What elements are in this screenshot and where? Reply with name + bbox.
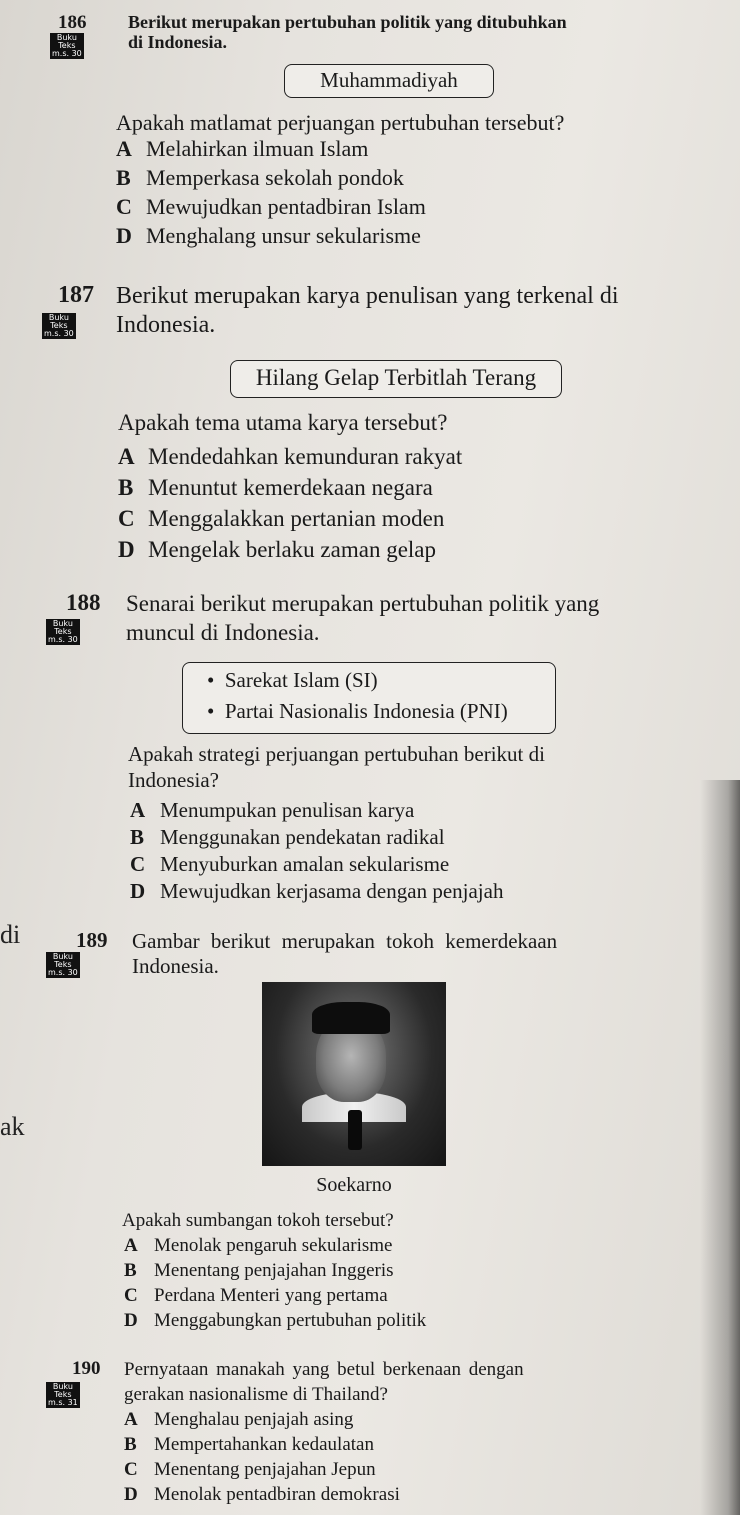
source-box — [230, 360, 562, 398]
source-box-item: • Sarekat Islam (SI) — [207, 668, 378, 692]
option-a[interactable]: A Menumpukan penulisan karya — [130, 798, 415, 822]
portrait-tie — [348, 1110, 362, 1150]
portrait-photo — [262, 982, 446, 1166]
question-number: 190 — [72, 1358, 101, 1379]
question-number: 189 — [76, 928, 108, 952]
question-stem-line: Indonesia. — [132, 954, 219, 978]
question-prompt-line: Apakah strategi perjuangan pertubuhan berikut di — [128, 742, 545, 766]
option-c[interactable]: C Menentang penjajahan Jepun — [124, 1459, 376, 1480]
option-d[interactable]: D Menolak pentadbiran demokrasi — [124, 1484, 400, 1505]
question-stem-line: Berikut merupakan pertubuhan politik yang ditubuhkan — [128, 12, 567, 32]
question-prompt-line: Indonesia? — [128, 768, 219, 792]
option-d[interactable]: D Mewujudkan kerjasama dengan penjajah — [130, 879, 504, 903]
option-d[interactable]: D Menghalang unsur sekularisme — [116, 223, 421, 248]
option-b[interactable]: B Menentang penjajahan Inggeris — [124, 1260, 394, 1281]
textbook-reference-badge: Buku Teks m.s. 30 — [44, 313, 74, 338]
option-d[interactable]: D Menggabungkan pertubuhan politik — [124, 1310, 427, 1331]
photo-caption: Soekarno — [316, 1174, 392, 1196]
source-box — [284, 64, 494, 98]
option-c[interactable]: C Menyuburkan amalan sekularisme — [130, 852, 450, 876]
question-prompt: Apakah matlamat perjuangan pertubuhan tersebut? — [116, 110, 565, 135]
question-number: 186 — [58, 12, 87, 33]
question-prompt: Apakah tema utama karya tersebut? — [118, 410, 448, 435]
question-number: 188 — [66, 590, 101, 615]
option-a[interactable]: A Mendedahkan kemunduran rakyat — [118, 444, 463, 469]
margin-fragment-di: di — [0, 920, 21, 949]
textbook-reference-badge: Buku Teks m.s. 30 — [48, 952, 78, 977]
source-box-item: Muhammadiyah — [320, 68, 458, 92]
source-box — [182, 662, 556, 734]
question-stem-line: Senarai berikut merupakan pertubuhan politik yang — [126, 591, 600, 616]
question-stem-line: Indonesia. — [116, 312, 216, 338]
question-stem-line: gerakan nasionalisme di Thailand? — [124, 1384, 388, 1405]
option-d[interactable]: D Mengelak berlaku zaman gelap — [118, 537, 437, 562]
textbook-reference-badge: Buku Teks m.s. 31 — [48, 1382, 78, 1407]
option-c[interactable]: C Perdana Menteri yang pertama — [124, 1285, 388, 1306]
option-a[interactable]: A Menghalau penjajah asing — [124, 1409, 354, 1430]
option-a[interactable]: A Menolak pengaruh sekularisme — [124, 1235, 393, 1256]
option-b[interactable]: B Mempertahankan kedaulatan — [124, 1434, 374, 1455]
option-b[interactable]: B Menggunakan pendekatan radikal — [130, 825, 445, 849]
question-stem-line: muncul di Indonesia. — [126, 620, 320, 645]
source-box-item: Hilang Gelap Terbitlah Terang — [255, 365, 537, 390]
option-c[interactable]: C Menggalakkan pertanian moden — [118, 506, 445, 531]
question-stem-line: di Indonesia. — [128, 32, 228, 52]
option-a[interactable]: A Melahirkan ilmuan Islam — [116, 136, 369, 161]
textbook-reference-badge: Buku Teks m.s. 30 — [48, 619, 78, 644]
source-box-item: • Partai Nasionalis Indonesia (PNI) — [207, 699, 508, 723]
page-spine-shadow — [700, 780, 740, 1515]
question-stem-line: Berikut merupakan karya penulisan yang terkenal di — [116, 283, 619, 309]
margin-fragment-ak: ak — [0, 1112, 25, 1141]
option-c[interactable]: C Mewujudkan pentadbiran Islam — [116, 194, 426, 219]
textbook-reference-badge: Buku Teks m.s. 30 — [52, 33, 82, 58]
question-stem-line: Gambar berikut merupakan tokoh kemerdekaan — [132, 929, 558, 953]
question-number: 187 — [58, 282, 94, 308]
question-stem-line: Pernyataan manakah yang betul berkenaan dengan — [124, 1359, 524, 1380]
portrait-cap — [312, 1002, 390, 1034]
option-b[interactable]: B Memperkasa sekolah pondok — [116, 165, 404, 190]
question-prompt: Apakah sumbangan tokoh tersebut? — [122, 1210, 394, 1231]
option-b[interactable]: B Menuntut kemerdekaan negara — [118, 475, 433, 500]
